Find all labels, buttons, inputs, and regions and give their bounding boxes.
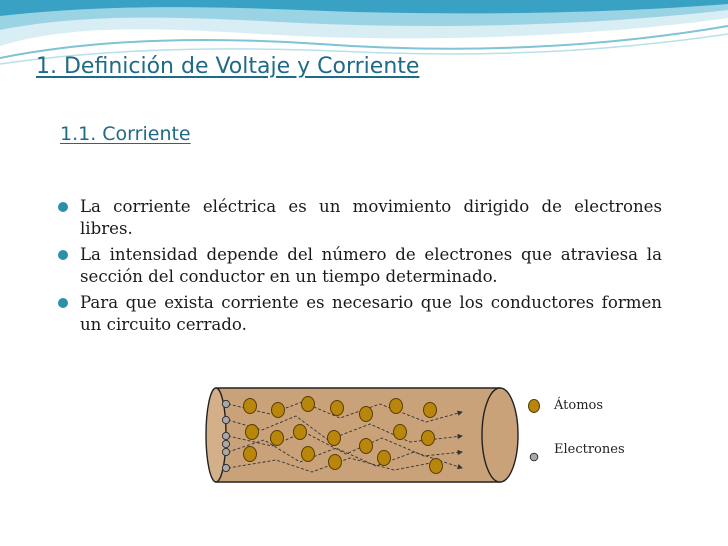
atom <box>424 403 437 418</box>
legend-atom-swatch <box>529 400 540 413</box>
slide-subtitle: 1.1. Corriente <box>60 123 191 145</box>
diagram-legend <box>528 390 668 470</box>
atom <box>331 401 344 416</box>
atom <box>378 451 391 466</box>
atom <box>360 439 373 454</box>
atom <box>360 407 373 422</box>
atom <box>328 431 341 446</box>
atom <box>272 403 285 418</box>
electron <box>222 416 229 423</box>
bullet-text: Para que exista corriente es necesario que los conductores formen un circuito cerrado. <box>80 293 662 334</box>
electron <box>222 448 229 455</box>
legend-swatches <box>528 390 552 470</box>
bullet-item <box>58 292 662 336</box>
bullet-icon <box>58 298 68 308</box>
conductor-right-face <box>482 388 518 482</box>
legend-electrons-label: Electrones <box>554 442 625 457</box>
atom <box>430 459 443 474</box>
bullet-item <box>58 196 662 240</box>
atom <box>329 455 342 470</box>
atom <box>394 425 407 440</box>
atom <box>244 447 257 462</box>
electron <box>222 464 229 471</box>
conductor-body <box>216 388 512 482</box>
electron <box>222 440 229 447</box>
bullet-text: La corriente eléctrica es un movimiento dirigido de electrones libres. <box>80 197 662 238</box>
bullet-text: La intensidad depende del número de electrones que atraviesa la sección del conductor en un tiempo determinado. <box>80 245 662 286</box>
atom <box>271 431 284 446</box>
legend-atoms-label: Átomos <box>554 398 604 413</box>
atom <box>422 431 435 446</box>
atom <box>246 425 259 440</box>
atom <box>244 399 257 414</box>
bullet-icon <box>58 250 68 260</box>
atom <box>294 425 307 440</box>
bullet-item <box>58 244 662 288</box>
electron <box>222 432 229 439</box>
atom <box>302 447 315 462</box>
bullet-list <box>58 196 662 340</box>
atom <box>302 397 315 412</box>
conductor-diagram <box>200 382 520 488</box>
electron <box>222 400 229 407</box>
bullet-icon <box>58 202 68 212</box>
legend-electron-swatch <box>530 453 538 461</box>
atom <box>390 399 403 414</box>
slide-title: 1. Definición de Voltaje y Corriente <box>36 54 420 79</box>
